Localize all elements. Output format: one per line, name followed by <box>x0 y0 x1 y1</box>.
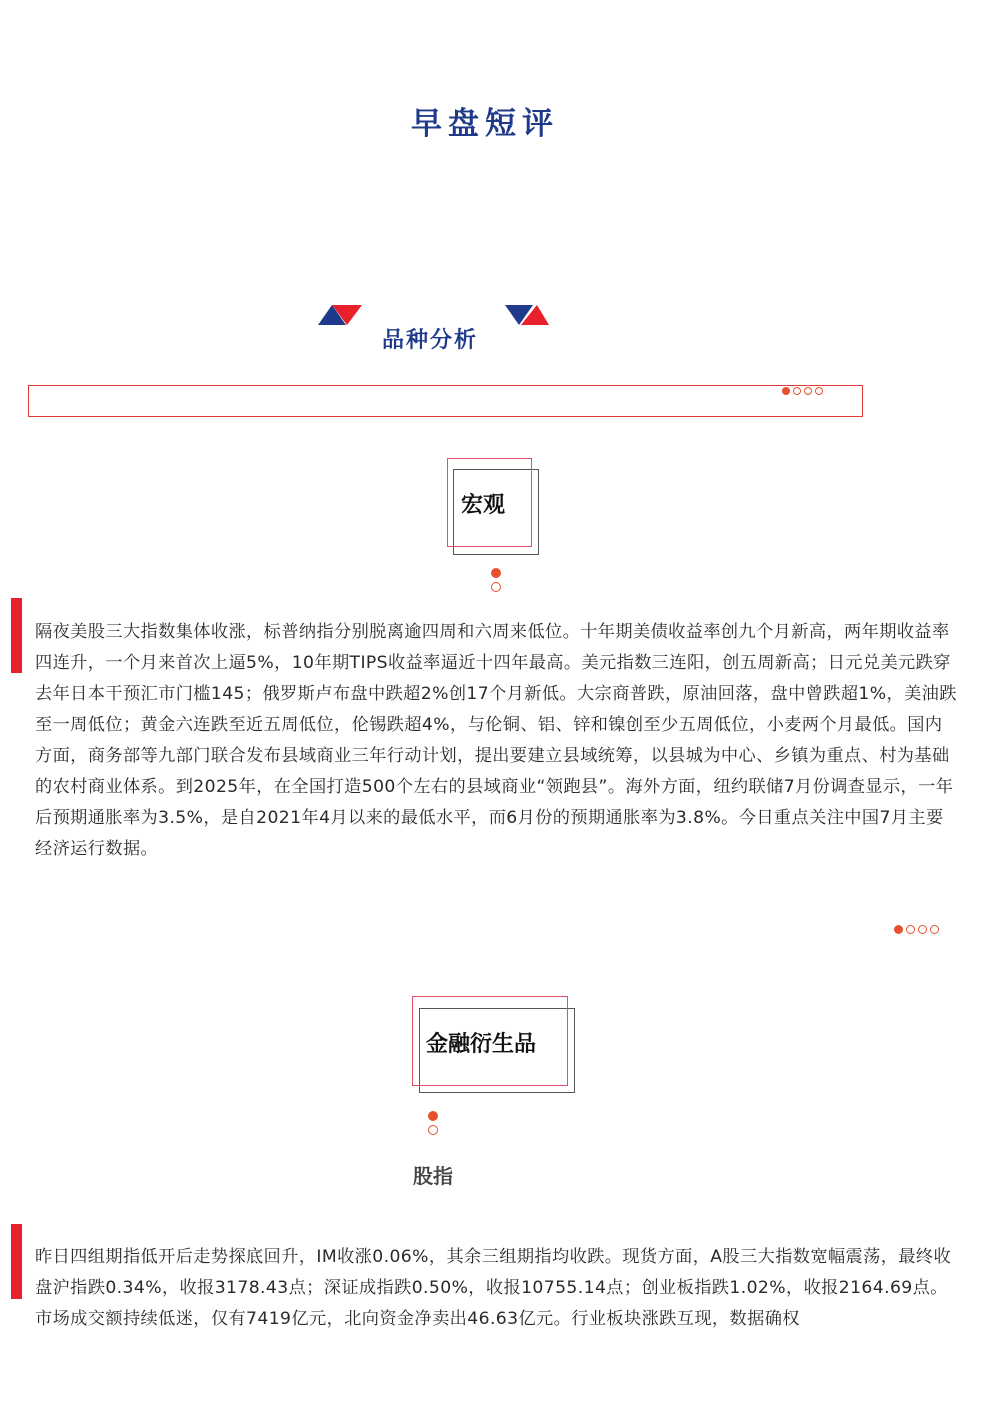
macro-paragraph: 隔夜美股三大指数集体收涨，标普纳指分别脱离逾四周和六周来低位。十年期美债收益率创九个月新高，两年期收益率四连升，一个月来首次上逼5%，10年期TIPS收益率逼近十四年最高。美元指数三连阳，创五周新高；日元兑美元跌穿去年日本干预汇市门槛145；俄罗斯卢布盘中跌超2%创17个月新低。大宗商普跌，原油回落，盘中曾跌超1%，美油跌至一周低位；黄金六连跌至近五周低位，伦锡跌超4%，与伦铜、铝、锌和镍创至少五周低位，小麦两个月最低。国内方面，商务部等九部门联合发布县域商业三年行动计划，提出要建立县域统筹，以县城为中心、乡镇为重点、村为基础的农村商业体系。到2025年，在全国打造500个左右的县域商业“领跑县”。海外方面，纽约联储7月份调查显示，一年后预期通胀率为3.5%，是自2021年4月以来的最低水平，而6月份的预期通胀率为3.8%。今日重点关注中国7月主要经济运行数据。 <box>35 622 957 859</box>
macro-dot-hollow-icon <box>491 582 501 592</box>
derivatives-label: 金融衍生品 <box>426 1032 537 1057</box>
stock-index-heading: 股指 <box>413 1164 453 1188</box>
section-title: 品种分析 <box>381 328 478 353</box>
derivatives-dot-filled-icon <box>428 1111 438 1121</box>
derivatives-dot-hollow-icon <box>428 1125 438 1135</box>
document-title: 早盘短评 <box>411 106 559 142</box>
macro-accent-bar <box>11 598 22 673</box>
section-banner <box>28 385 863 417</box>
section-dots-icon <box>894 925 939 934</box>
macro-dot-filled-icon <box>491 568 501 578</box>
macro-label: 宏观 <box>461 493 506 518</box>
banner-dots-icon <box>782 387 823 395</box>
derivatives-paragraph: 昨日四组期指低开后走势探底回升，IM收涨0.06%，其余三组期指均收跌。现货方面，A股三大指数宽幅震荡，最终收盘沪指跌0.34%，收报3178.43点；深证成指跌0.50%，收报10755.14点；创业板指跌1.02%，收报2164.69点。市场成交额持续低迷，仅有7419亿元，北向资金净卖出46.63亿元。行业板块涨跌互现，数据确权 <box>35 1247 952 1329</box>
derivatives-accent-bar <box>11 1224 22 1299</box>
